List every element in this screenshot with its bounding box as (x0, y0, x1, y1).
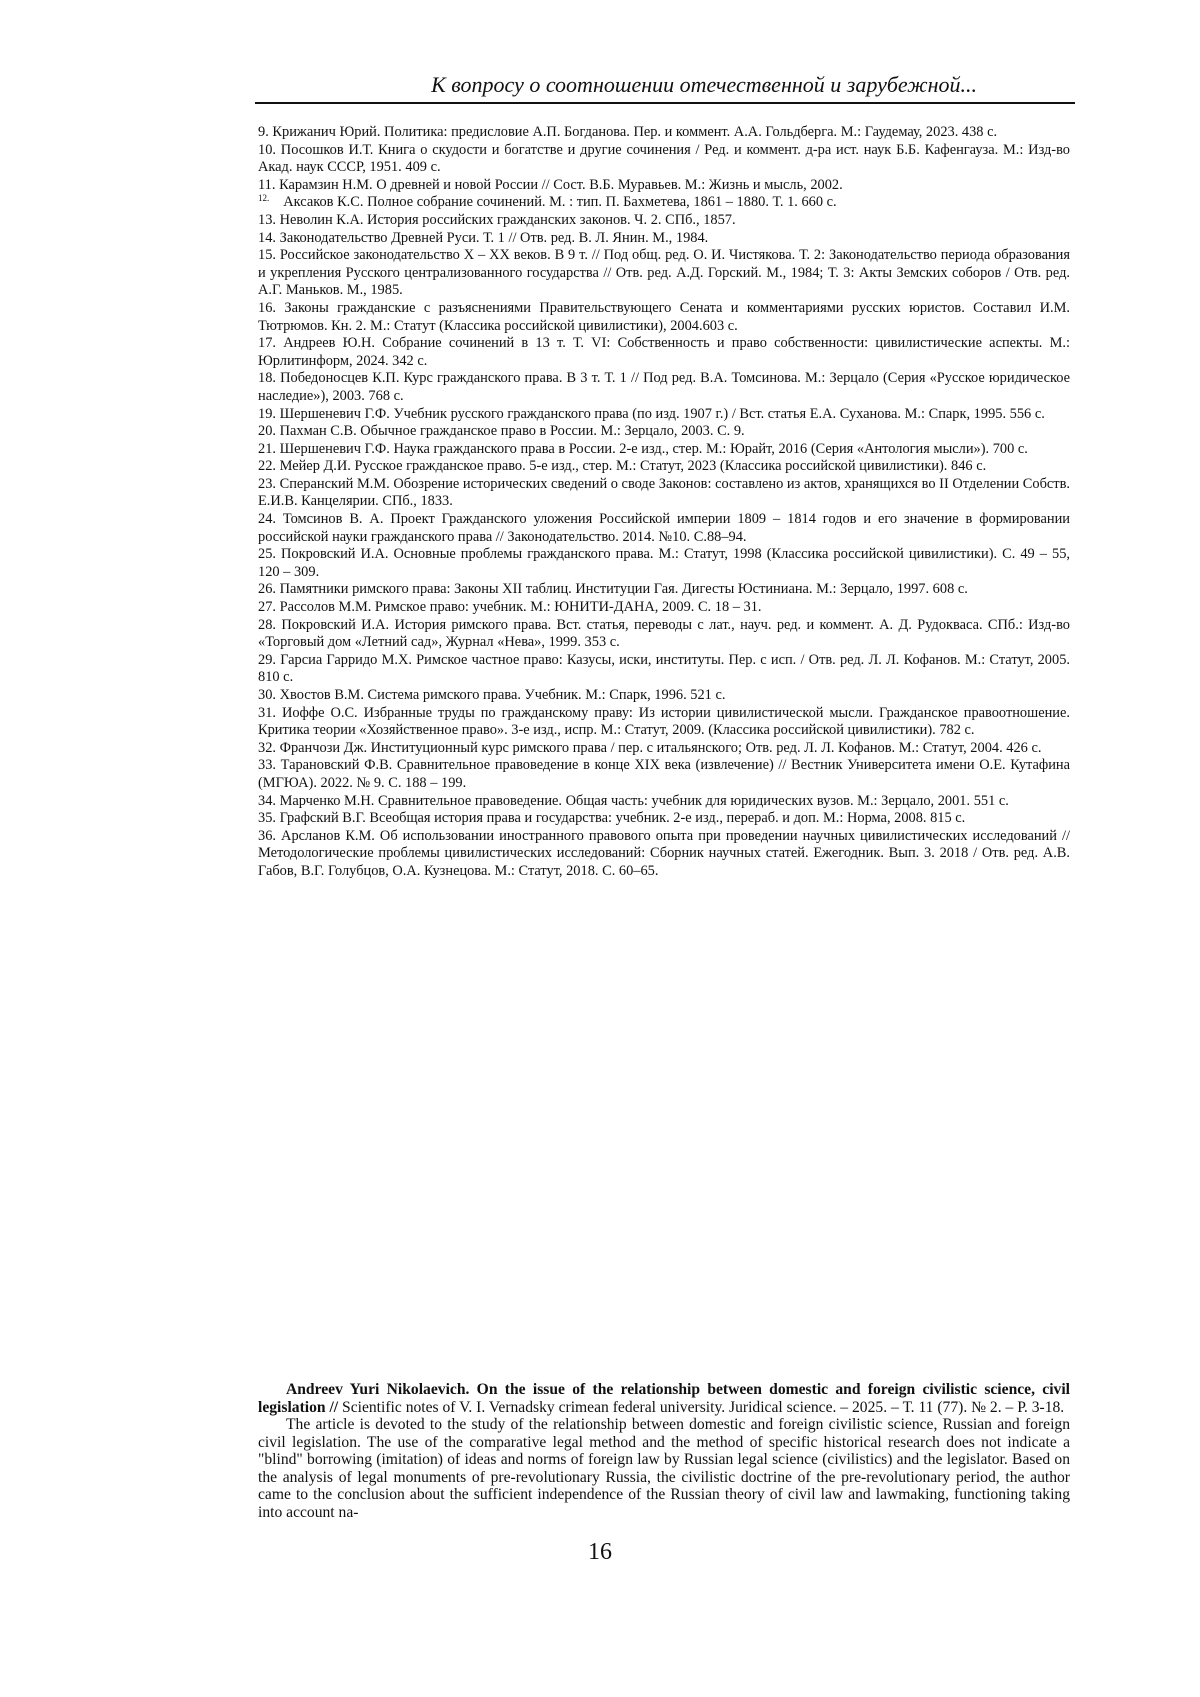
reference-item (258, 546, 1070, 581)
reference-text: Крижанич Юрий. Политика: предисловие А.П. Богданова. Пер. и коммент. А.А. Гольдберга. М.: Гаудемау, 2023. 438 с. (272, 124, 998, 140)
reference-text: Арсланов К.М. Об использовании иностранного правового опыта при проведении научных цивилистических исследований // Методологические проблемы цивилистических исследований: Сборник научных статей. Ежегодник. Вып. 3. 2018 / Отв. ред. А.В. Габов, В.Г. Голубцов, О.А. Кузнецова. М.: Статут, 2018. С. 60–65. (258, 827, 1070, 879)
reference-text: Марченко М.Н. Сравнительное правоведение. Общая часть: учебник для юридических вузов. М.: Зерцало, 2001. 551 с. (279, 792, 1009, 809)
reference-text: Пахман С.В. Обычное гражданское право в России. М.: Зерцало, 2003. С. 9. (279, 423, 745, 440)
reference-number: 10. (258, 141, 276, 158)
reference-text: Франчози Дж. Институционный курс римского права / пер. с итальянского; Отв. ред. Л. Л. Кофанов. М.: Статут, 2004. 426 с. (279, 739, 1042, 756)
citation-rest: Scientific notes of V. I. Vernadsky crimean federal university. Juridical science. – 2025. – Т. 11 (77). № 2. – Р. 3-18. (338, 1398, 1065, 1416)
reference-item (258, 617, 1070, 652)
reference-item (258, 247, 1070, 300)
reference-item (258, 406, 1070, 424)
citation-bold: Andreev Yuri Nikolaevich. On the issue of the relationship between domestic and foreign civilistic science, civil legislation // (258, 1381, 1070, 1416)
reference-text: Сперанский М.М. Обозрение исторических сведений о своде Законов: составлено из актов, хранящихся во II Отделении Собств. Е.И.В. Канцелярии. СПб., 1833. (258, 475, 1070, 510)
reference-number: 21. (258, 440, 276, 457)
reference-number: 27. (258, 599, 276, 616)
reference-item (258, 810, 1070, 828)
reference-number: 30. (258, 687, 276, 703)
reference-item (258, 423, 1070, 441)
reference-item (258, 370, 1070, 405)
citation-paragraph (258, 1381, 1070, 1416)
reference-text: Графский В.Г. Всеобщая история права и государства: учебник. 2-е изд., перераб. и доп. М.: Норма, 2008. 815 с. (279, 810, 966, 827)
reference-item (258, 652, 1070, 687)
reference-item (258, 828, 1070, 881)
reference-number: 15. (258, 247, 276, 264)
reference-item (258, 300, 1070, 335)
reference-text: Покровский И.А. Основные проблемы гражданского права. М.: Статут, 1998 (Классика российской цивилистики). С. 49 – 55, 120 – 309. (258, 546, 1070, 580)
reference-number: 33. (258, 757, 276, 774)
reference-number: 13. (258, 211, 276, 228)
reference-text: Покровский И.А. История римского права. Вст. статья, переводы с лат., науч. ред. и коммент. А. Д. Рудокваса. СПб.: Изд-во «Торговый дом «Летний сад», Журнал «Нева», 1999. 353 с. (258, 616, 1070, 651)
reference-number: 36. (258, 827, 276, 844)
reference-number: 19. (258, 405, 276, 422)
reference-number: 29. (258, 651, 276, 668)
reference-text: Карамзин Н.М. О древней и новой России // Сост. В.Б. Муравьев. М.: Жизнь и мысль, 2002. (279, 176, 843, 193)
reference-text: Рассолов М.М. Римское право: учебник. М.: ЮНИТИ-ДАНА, 2009. С. 18 – 31. (279, 599, 762, 616)
reference-text: Тарановский Ф.В. Сравнительное правоведение в конце XIX века (извлечение) // Вестник Университета имени О.Е. Кутафина (МГЮА). 2022. № 9. С. 188 – 199. (258, 757, 1070, 791)
reference-number: 22. (258, 458, 276, 475)
reference-number: 32. (258, 739, 276, 756)
english-summary (258, 1381, 1070, 1521)
reference-number: 24. (258, 511, 276, 528)
reference-text: Российское законодательство X – XX веков. В 9 т. // Под общ. ред. О. И. Чистякова. Т. 2: Законодательство периода образования и укрепления Русского централизованного государства // Отв. ред. А.Д. Горский. М., 1984; Т. 3: Акты Земских соборов / Отв. ред. А.Г. Маньков. М., 1985. (258, 247, 1070, 299)
reference-text: Неволин К.А. История российских гражданских законов. Ч. 2. СПб., 1857. (279, 211, 736, 228)
reference-text: Посошков И.Т. Книга о скудости и богатстве и другие сочинения / Ред. и коммент. д-ра ист. наук Б.Б. Кафенгауза. М.: Изд-во Акад. наук СССР, 1951. 409 с. (258, 141, 1070, 176)
reference-number: 23. (258, 475, 276, 492)
reference-number: 16. (258, 299, 276, 316)
reference-item (258, 705, 1070, 740)
reference-text: Томсинов В. А. Проект Гражданского уложения Российской империи 1809 – 1814 годов и его значение в формировании российской науки гражданского права // Законодательство. 2014. №10. С.88–94. (258, 511, 1070, 545)
reference-number: 14. (258, 229, 276, 246)
abstract-paragraph: The article is devoted to the study of the relationship between domestic and foreign civilistic science, Russian and foreign civil legislation. The use of the comparative legal method and the method of specific historical research does not indicate a "blind" borrowing (imitation) of ideas and norms of foreign law by Russian legal science (civilistics) and the legislator. Based on the analysis of legal monuments of pre-revolutionary Russia, the civilistic doctrine of the pre-revolutionary period, the author came to the conclusion about the sufficient independence of the Russian theory of civil law and lawmaking, functioning taking into account na- (258, 1416, 1070, 1521)
reference-number: 11. (258, 176, 276, 193)
reference-text: Андреев Ю.Н. Собрание сочинений в 13 т. Т. VI: Собственность и право собственности: цивилистические аспекты. М.: Юрлитинформ, 2024. 342 с. (258, 335, 1070, 369)
reference-text: Победоносцев К.П. Курс гражданского права. В 3 т. Т. 1 // Под ред. В.А. Томсинова. М.: Зерцало (Серия «Русское юридическое наследие»), 2003. 768 с. (258, 370, 1070, 404)
reference-text: Законы гражданские с разъяснениями Правительствующего Сената и комментариями русских юристов. Составил И.М. Тютрюмов. Кн. 2. М.: Статут (Классика российской цивилистики), 2004.603 с. (258, 299, 1070, 334)
reference-text: Аксаков К.С. Полное собрание сочинений. М. : тип. П. Бахметева, 1861 – 1880. Т. 1. 660 с. (283, 194, 837, 211)
page-number: 16 (588, 1539, 612, 1565)
reference-item (258, 124, 1070, 142)
reference-item (258, 194, 1070, 212)
reference-number: 34. (258, 792, 276, 809)
reference-item (258, 441, 1070, 459)
header-rule (255, 102, 1075, 104)
reference-number: 20. (258, 423, 276, 440)
reference-number: 9. (258, 124, 269, 140)
reference-number: 31. (258, 704, 276, 721)
reference-number: 17. (258, 335, 276, 352)
reference-number: 25. (258, 546, 276, 563)
running-title: К вопросу о соотношении отечественной и зарубежной... (431, 72, 977, 97)
reference-text: Иоффе О.С. Избранные труды по гражданскому праву: Из истории цивилистической мысли. Гражданское правоотношение. Критика теории «Хозяйственное право». 3-е изд., испр. М.: Статут, 2009. (Классика российской цивилистики). 782 с. (258, 704, 1070, 739)
reference-text: Шершеневич Г.Ф. Наука гражданского права в России. 2-е изд., стер. М.: Юрайт, 2016 (Серия «Антология мысли»). 700 с. (279, 440, 1028, 457)
reference-item (258, 599, 1070, 617)
reference-item (258, 687, 1070, 705)
reference-item (258, 793, 1070, 811)
reference-item (258, 511, 1070, 546)
reference-item (258, 740, 1070, 758)
reference-item (258, 230, 1070, 248)
reference-item (258, 177, 1070, 195)
reference-list (258, 124, 1070, 881)
reference-item (258, 142, 1070, 177)
reference-text: Гарсиа Гарридо М.Х. Римское частное право: Казусы, иски, институты. Пер. с исп. / Отв. ред. Л. Л. Кофанов. М.: Статут, 2005. 810 с. (258, 651, 1070, 686)
reference-number: 12. (258, 192, 270, 203)
reference-number: 26. (258, 581, 276, 598)
reference-text: Законодательство Древней Руси. Т. 1 // Отв. ред. В. Л. Янин. М., 1984. (279, 229, 709, 246)
reference-item (258, 458, 1070, 476)
reference-item (258, 581, 1070, 599)
reference-text: Хвостов В.М. Система римского права. Учебник. М.: Спарк, 1996. 521 с. (279, 687, 726, 703)
reference-item (258, 212, 1070, 230)
reference-text: Памятники римского права: Законы XII таблиц. Институции Гая. Дигесты Юстиниана. М.: Зерцало, 1997. 608 с. (279, 581, 968, 598)
reference-item (258, 757, 1070, 792)
reference-item (258, 476, 1070, 511)
reference-item (258, 335, 1070, 370)
reference-text: Шершеневич Г.Ф. Учебник русского гражданского права (по изд. 1907 г.) / Вст. статья Е.А. Суханова. М.: Спарк, 1995. 556 с. (279, 405, 1045, 422)
reference-number: 35. (258, 810, 276, 827)
reference-number: 18. (258, 370, 276, 387)
reference-number: 28. (258, 616, 276, 633)
reference-text: Мейер Д.И. Русское гражданское право. 5-е изд., стер. М.: Статут, 2023 (Классика российской цивилистики). 846 с. (279, 458, 987, 475)
